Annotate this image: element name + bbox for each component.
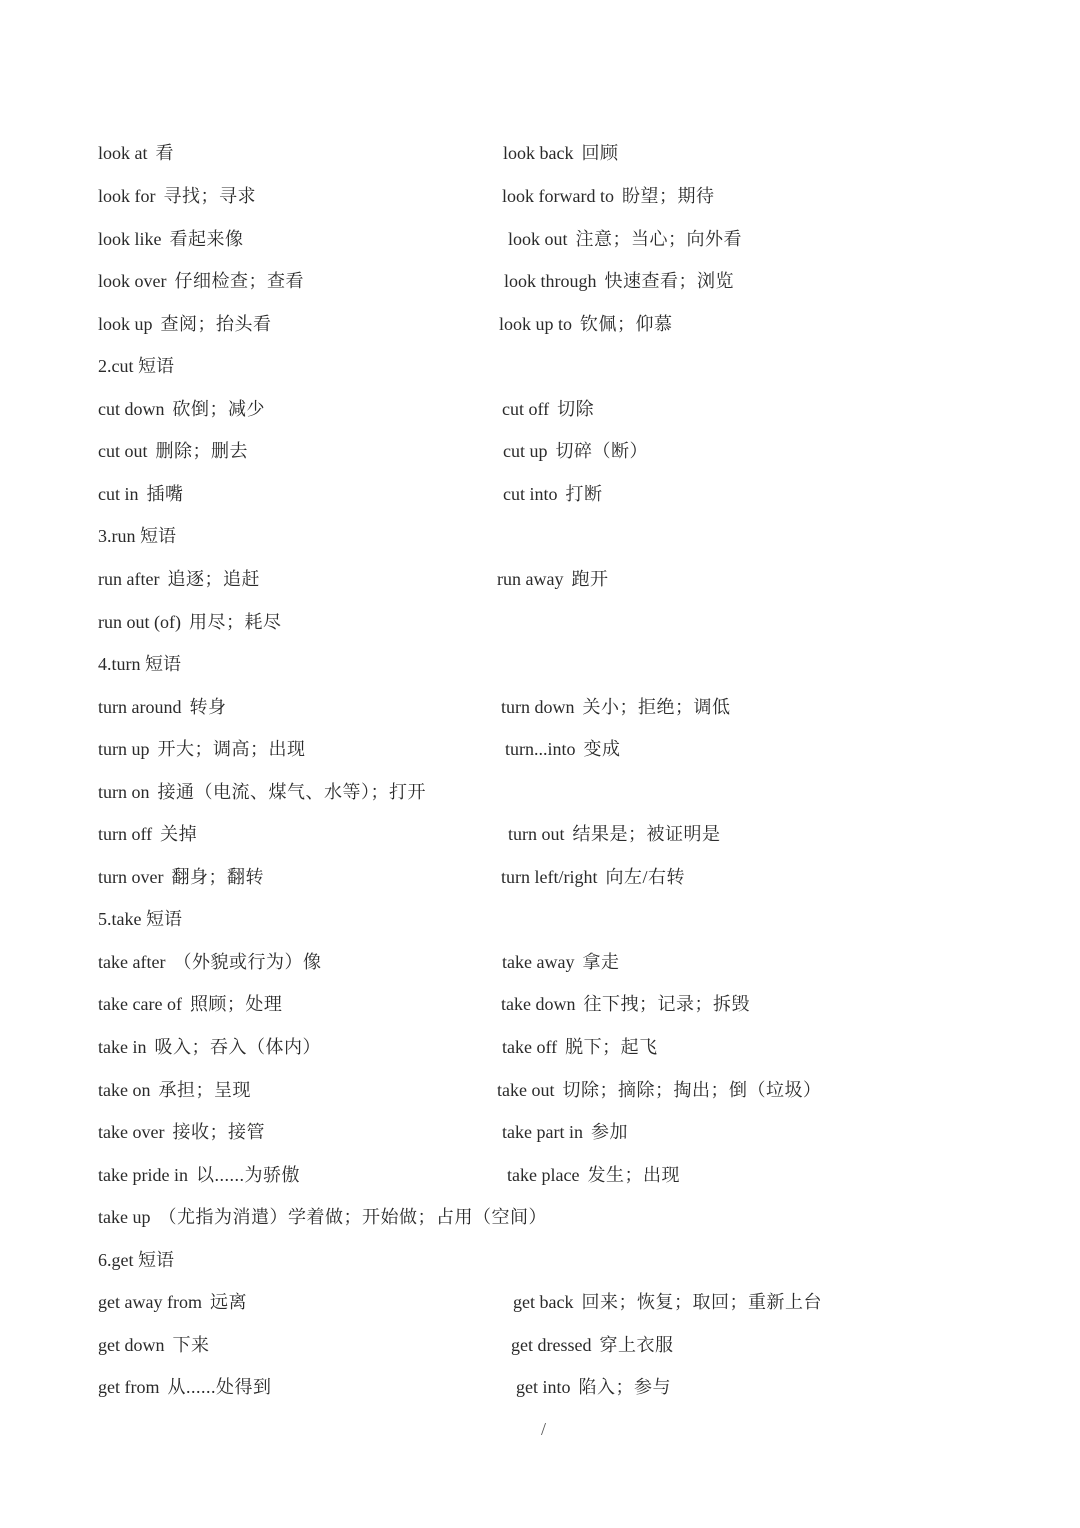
phrase-get-dressed: get dressed 穿上衣服 <box>511 1335 674 1355</box>
phrase-look-through: look through 快速查看；浏览 <box>504 271 734 291</box>
phrase-look-up: look up 查阅；抬头看 <box>98 314 272 334</box>
phrase-turn-up: turn up 开大；调高；出现 <box>98 739 306 759</box>
phrase-look-for: look for 寻找；寻求 <box>98 186 256 206</box>
phrase-look-up-to: look up to 钦佩；仰慕 <box>499 314 673 334</box>
phrase-cut-into: cut into 打断 <box>503 484 603 504</box>
phrase-look-forward-to: look forward to 盼望；期待 <box>502 186 715 206</box>
phrase-take-over: take over 接收；接管 <box>98 1122 265 1142</box>
phrase-turn-out: turn out 结果是；被证明是 <box>508 824 721 844</box>
phrase-take-after: take after （外貌或行为）像 <box>98 952 322 972</box>
page-mark: / <box>541 1419 547 1439</box>
phrase-take-place: take place 发生；出现 <box>507 1165 680 1185</box>
section-heading-run: 3.run 短语 <box>98 526 176 546</box>
phrase-take-up: take up （尤指为消遣）学着做；开始做；占用（空间） <box>98 1207 547 1227</box>
phrase-get-from: get from 从......处得到 <box>98 1377 272 1397</box>
phrase-cut-in: cut in 插嘴 <box>98 484 184 504</box>
phrase-take-pride-in: take pride in 以......为骄傲 <box>98 1165 300 1185</box>
phrase-take-away: take away 拿走 <box>502 952 620 972</box>
phrase-look-over: look over 仔细检查；查看 <box>98 271 304 291</box>
phrase-cut-down: cut down 砍倒；减少 <box>98 399 265 419</box>
phrase-get-away-from: get away from 远离 <box>98 1292 247 1312</box>
phrase-take-care-of: take care of 照顾；处理 <box>98 994 283 1014</box>
phrase-run-after: run after 追逐；追赶 <box>98 569 260 589</box>
phrase-run-out-of: run out (of) 用尽；耗尽 <box>98 612 282 632</box>
phrase-get-into: get into 陷入；参与 <box>516 1377 671 1397</box>
phrase-cut-off: cut off 切除 <box>502 399 595 419</box>
phrase-cut-out: cut out 删除；删去 <box>98 441 248 461</box>
phrase-take-down: take down 往下拽；记录；拆毁 <box>501 994 750 1014</box>
phrase-turn-around: turn around 转身 <box>98 697 227 717</box>
phrase-turn-into: turn...into 变成 <box>505 739 621 759</box>
phrase-take-in: take in 吸入；吞入（体内） <box>98 1037 321 1057</box>
phrase-run-away: run away 跑开 <box>497 569 609 589</box>
phrase-take-part-in: take part in 参加 <box>502 1122 628 1142</box>
section-heading-get: 6.get 短语 <box>98 1250 174 1270</box>
phrase-turn-over: turn over 翻身；翻转 <box>98 867 264 887</box>
phrase-take-out: take out 切除；摘除；掏出；倒（垃圾） <box>497 1080 822 1100</box>
phrase-cut-up: cut up 切碎（断） <box>503 441 648 461</box>
phrase-take-on: take on 承担；呈现 <box>98 1080 251 1100</box>
phrase-look-at: look at 看 <box>98 143 174 163</box>
phrase-turn-on: turn on 接通（电流、煤气、水等）；打开 <box>98 782 426 802</box>
phrase-get-down: get down 下来 <box>98 1335 210 1355</box>
phrase-get-back: get back 回来；恢复；取回；重新上台 <box>513 1292 822 1312</box>
phrase-turn-off: turn off 关掉 <box>98 824 198 844</box>
phrase-take-off: take off 脱下；起飞 <box>502 1037 658 1057</box>
phrase-turn-down: turn down 关小；拒绝；调低 <box>501 697 731 717</box>
section-heading-turn: 4.turn 短语 <box>98 654 181 674</box>
phrase-turn-left-right: turn left/right 向左/右转 <box>501 867 685 887</box>
section-heading-take: 5.take 短语 <box>98 909 182 929</box>
phrase-look-out: look out 注意；当心；向外看 <box>508 229 743 249</box>
section-heading-cut: 2.cut 短语 <box>98 356 174 376</box>
phrase-look-like: look like 看起来像 <box>98 229 244 249</box>
phrase-look-back: look back 回顾 <box>503 143 619 163</box>
